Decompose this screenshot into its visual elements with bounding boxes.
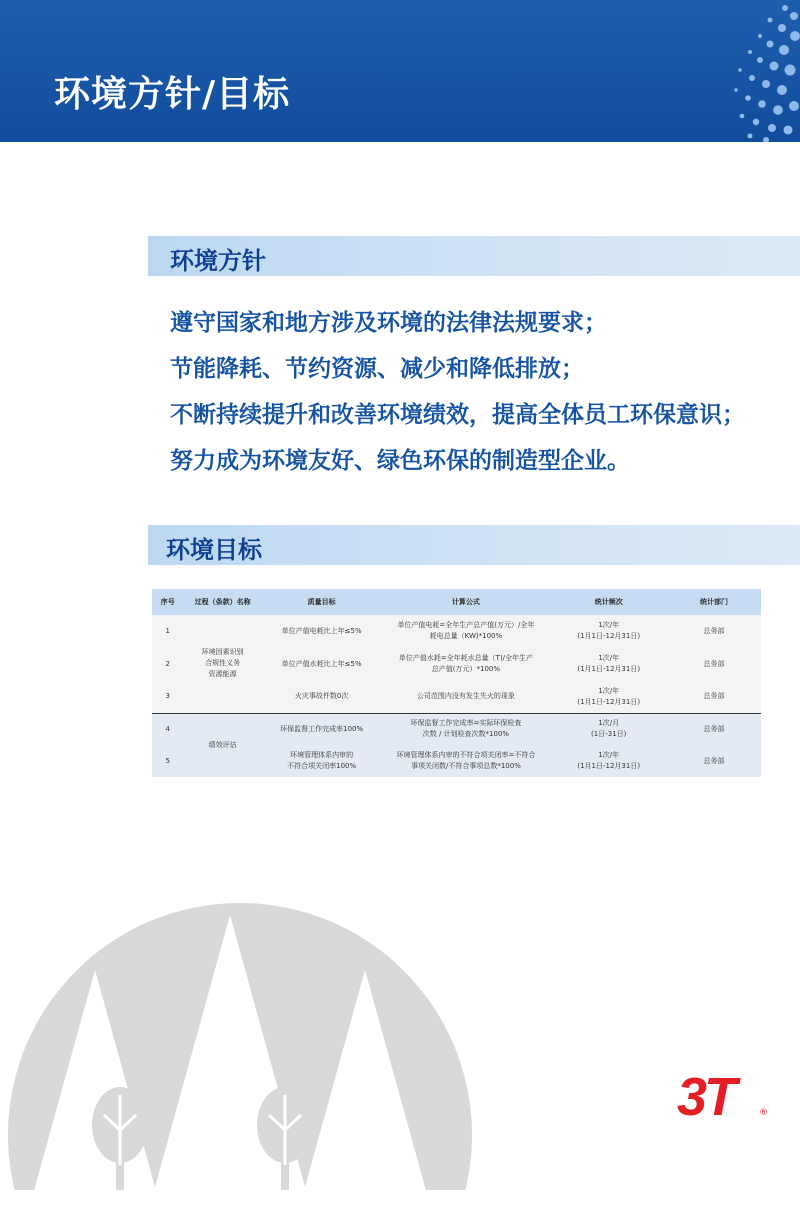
process-cell — [183, 615, 261, 713]
process-cell: 绩效评估 — [183, 713, 261, 777]
target-cell — [262, 745, 382, 777]
formula-line: 耗电总量（KW)*100% — [429, 632, 503, 640]
formula-cell — [381, 615, 550, 647]
registered-mark: ® — [759, 1108, 768, 1118]
policy-line: 努力成为环境友好、绿色环保的制造型企业。 — [170, 448, 630, 474]
frequency-line: 1次/年 — [598, 654, 620, 662]
target-cell: 单位产值电耗比上年≤5% — [262, 615, 382, 647]
formula-line: 环保监督工作完成率=实际环保检查 — [410, 719, 522, 728]
table-header-row — [152, 589, 761, 615]
formula-line: 事项关闭数/不符合事项总数*100% — [410, 762, 521, 770]
target-line: 环境管理体系内审的 — [290, 751, 354, 759]
frequency-cell — [550, 615, 667, 647]
frequency-line: 1次/年 — [598, 621, 620, 629]
frequency-line: 1次/年 — [598, 686, 620, 695]
department-cell: 总务部 — [667, 615, 761, 647]
frequency-cell — [550, 647, 667, 681]
tree-watermark-icon — [0, 890, 480, 1205]
column-header: 计算公式 — [381, 589, 550, 615]
department-cell: 总务部 — [667, 713, 761, 745]
process-line: 环境因素识别 — [201, 648, 244, 657]
policy-line: 节能降耗、节约资源、减少和降低排放； — [170, 356, 584, 382]
column-header: 质量目标 — [262, 589, 382, 615]
brand-logo: 3T — [677, 1067, 735, 1127]
formula-line: 总产值(万元）*100% — [431, 665, 501, 673]
formula-line: 次数 / 计划检查次数*100% — [422, 730, 510, 739]
target-cell: 环保监督工作完成率100% — [262, 713, 382, 745]
column-header: 序号 — [152, 589, 183, 615]
goal-section-bar — [148, 525, 800, 565]
target-cell: 火灾事故件数0次 — [262, 681, 382, 713]
page-title: 环境方针/目标 — [54, 74, 291, 115]
goals-table — [152, 589, 761, 777]
formula-cell — [381, 647, 550, 681]
formula-line: 单位产值水耗=全年耗水总量（T)/全年生产 — [398, 654, 534, 662]
column-header: 统计部门 — [667, 589, 761, 615]
column-header: 过程（条款）名称 — [183, 589, 261, 615]
formula-line: 单位产值电耗=全年生产总产值(万元）/全年 — [397, 621, 535, 629]
formula-cell — [381, 745, 550, 777]
row-number: 4 — [152, 713, 183, 745]
frequency-line: (1日-31日) — [591, 730, 627, 739]
frequency-cell — [550, 681, 667, 713]
department-cell: 总务部 — [667, 745, 761, 777]
frequency-line: (1月1日-12月31日) — [577, 762, 641, 770]
formula-cell — [381, 713, 550, 745]
policy-line: 不断持续提升和改善环境绩效，提高全体员工环保意识； — [170, 402, 745, 428]
frequency-line: 1次/月 — [598, 719, 620, 728]
table-row — [152, 615, 761, 647]
column-header: 统计频次 — [550, 589, 667, 615]
decorative-dots-icon — [690, 0, 800, 142]
policy-list — [170, 300, 745, 484]
row-number: 1 — [152, 615, 183, 647]
department-cell: 总务部 — [667, 647, 761, 681]
frequency-cell — [550, 713, 667, 745]
policy-line: 遵守国家和地方涉及环境的法律法规要求； — [170, 310, 607, 336]
formula-cell: 公司范围内没有发生失火的现象 — [381, 681, 550, 713]
department-cell: 总务部 — [667, 681, 761, 713]
frequency-line: 1次/年 — [598, 751, 620, 759]
row-number: 5 — [152, 745, 183, 777]
frequency-line: (1月1日-12月31日) — [577, 665, 641, 673]
frequency-line: (1月1日-12月31日) — [577, 697, 641, 706]
process-line: 合规性义务 — [205, 659, 241, 668]
policy-section-bar — [148, 236, 800, 276]
frequency-line: (1月1日-12月31日) — [577, 632, 641, 640]
process-line: 资源能源 — [208, 670, 237, 679]
target-cell: 单位产值水耗比上年≤5% — [262, 647, 382, 681]
row-number: 3 — [152, 681, 183, 713]
page-header — [0, 0, 800, 142]
policy-section-title: 环境方针 — [170, 247, 266, 275]
row-number: 2 — [152, 647, 183, 681]
formula-line: 环境管理体系内审的不符合项关闭率=不符合 — [396, 751, 536, 759]
table-row — [152, 713, 761, 745]
frequency-cell — [550, 745, 667, 777]
goal-section-title: 环境目标 — [166, 536, 262, 564]
target-line: 不符合项关闭率100% — [287, 762, 357, 770]
